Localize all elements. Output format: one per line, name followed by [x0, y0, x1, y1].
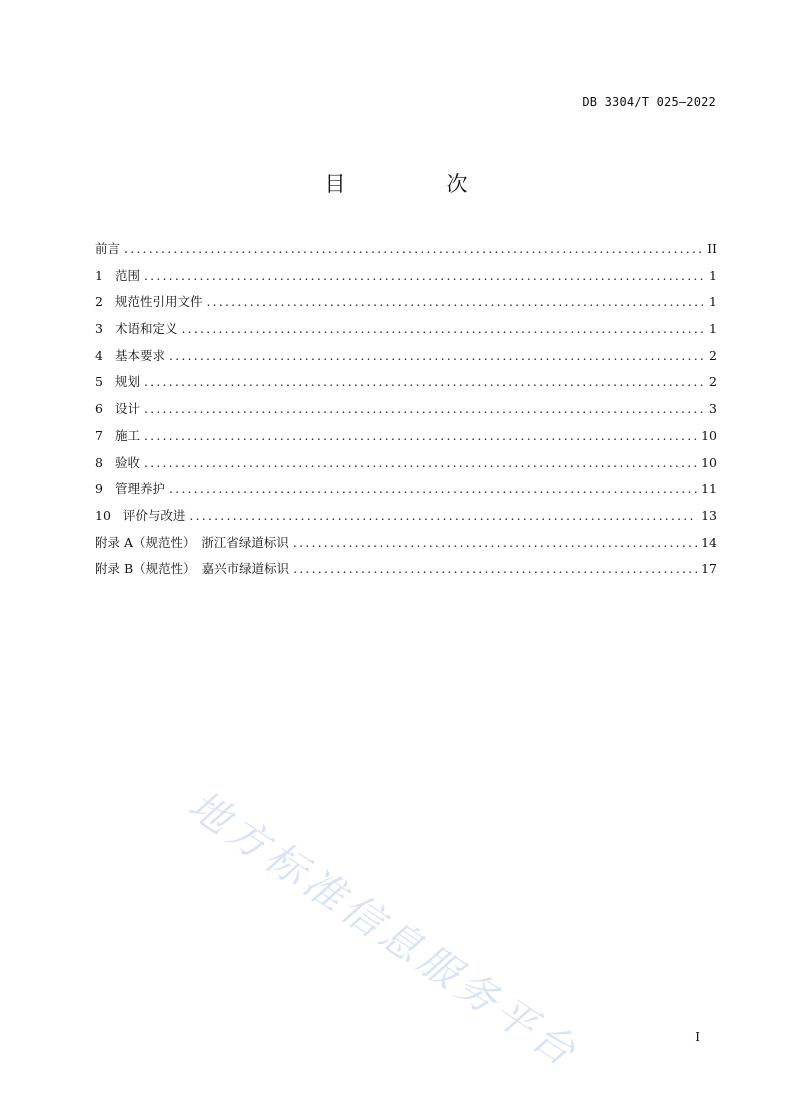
- toc-entry-number: 4: [95, 347, 103, 363]
- toc-entry-number: 1: [95, 267, 103, 283]
- table-of-contents: [95, 236, 717, 583]
- toc-entry-scope[interactable]: [95, 263, 717, 290]
- toc-entry-appendix-a[interactable]: [95, 530, 717, 557]
- toc-entry-design[interactable]: [95, 396, 717, 423]
- toc-entry-label: 施工: [114, 427, 140, 443]
- toc-leader-dots: [169, 476, 697, 503]
- toc-leader-dots: [144, 396, 703, 423]
- toc-entry-acceptance[interactable]: [95, 450, 717, 477]
- toc-entry-page: 2: [709, 347, 717, 363]
- toc-entry-page: 3: [709, 401, 717, 417]
- toc-entry-planning[interactable]: [95, 369, 717, 396]
- document-code: DB 3304/T 025—2022: [582, 95, 716, 109]
- toc-entry-page: 13: [701, 507, 717, 523]
- toc-entry-label: 术语和定义: [114, 321, 178, 337]
- toc-entry-page: 14: [701, 534, 717, 550]
- toc-entry-number: 6: [95, 401, 103, 417]
- toc-entry-label: 前言: [95, 241, 121, 256]
- toc-entry-label: 基本要求: [114, 347, 165, 363]
- toc-entry-maintenance[interactable]: [95, 476, 717, 503]
- toc-entry-appendix-b[interactable]: [95, 556, 717, 583]
- toc-entry-label: 规范性引用文件: [114, 294, 203, 310]
- appendix-prefix: 附录 A（规范性）: [95, 534, 196, 550]
- toc-entry-label: 范围: [114, 267, 140, 283]
- appendix-prefix: 附录 B（规范性）: [95, 561, 196, 577]
- toc-entry-number: 5: [95, 374, 103, 390]
- toc-entry-construction[interactable]: [95, 423, 717, 450]
- toc-leader-dots: [206, 289, 703, 316]
- toc-entry-page: 1: [709, 294, 717, 310]
- toc-entry-label: 评价与改进: [122, 507, 186, 523]
- toc-entry-number: 10: [95, 507, 111, 523]
- toc-entry-label: 嘉兴市绿道标识: [201, 561, 290, 577]
- toc-entry-number: 8: [95, 454, 103, 470]
- toc-entry-page: 2: [709, 374, 717, 390]
- toc-entry-evaluation[interactable]: [95, 503, 717, 530]
- toc-leader-dots: [293, 530, 697, 557]
- toc-leader-dots: [181, 316, 703, 343]
- toc-entry-page: 11: [701, 481, 717, 497]
- toc-leader-dots: [293, 556, 697, 583]
- toc-leader-dots: [144, 369, 703, 396]
- toc-leader-dots: [144, 450, 697, 477]
- toc-entry-label: 设计: [114, 401, 140, 417]
- toc-entry-label: 验收: [114, 454, 140, 470]
- toc-leader-dots: [189, 503, 697, 530]
- toc-leader-dots: [144, 423, 697, 450]
- toc-entry-page: 1: [709, 267, 717, 283]
- toc-entry-basic-requirements[interactable]: [95, 343, 717, 370]
- toc-entry-label: 管理养护: [114, 481, 165, 497]
- toc-title: 目 次: [324, 172, 508, 196]
- toc-leader-dots: [144, 263, 703, 290]
- toc-entry-page: II: [707, 241, 717, 256]
- toc-entry-foreword[interactable]: [95, 236, 717, 263]
- toc-entry-normative-references[interactable]: [95, 289, 717, 316]
- toc-entry-number: 3: [95, 321, 103, 337]
- toc-leader-dots: [124, 236, 703, 263]
- toc-entry-number: 2: [95, 294, 103, 310]
- toc-entry-page: 17: [701, 561, 717, 577]
- toc-entry-page: 1: [709, 321, 717, 337]
- toc-leader-dots: [169, 343, 703, 370]
- toc-entry-page: 10: [701, 454, 717, 470]
- page-number: I: [695, 1030, 700, 1044]
- toc-entry-label: 浙江省绿道标识: [201, 534, 289, 550]
- watermark: 地方标准信息服务平台: [180, 782, 588, 1078]
- toc-entry-label: 规划: [114, 374, 140, 390]
- toc-entry-number: 7: [95, 427, 103, 443]
- toc-entry-number: 9: [95, 481, 103, 497]
- toc-entry-terms-definitions[interactable]: [95, 316, 717, 343]
- toc-entry-page: 10: [701, 427, 717, 443]
